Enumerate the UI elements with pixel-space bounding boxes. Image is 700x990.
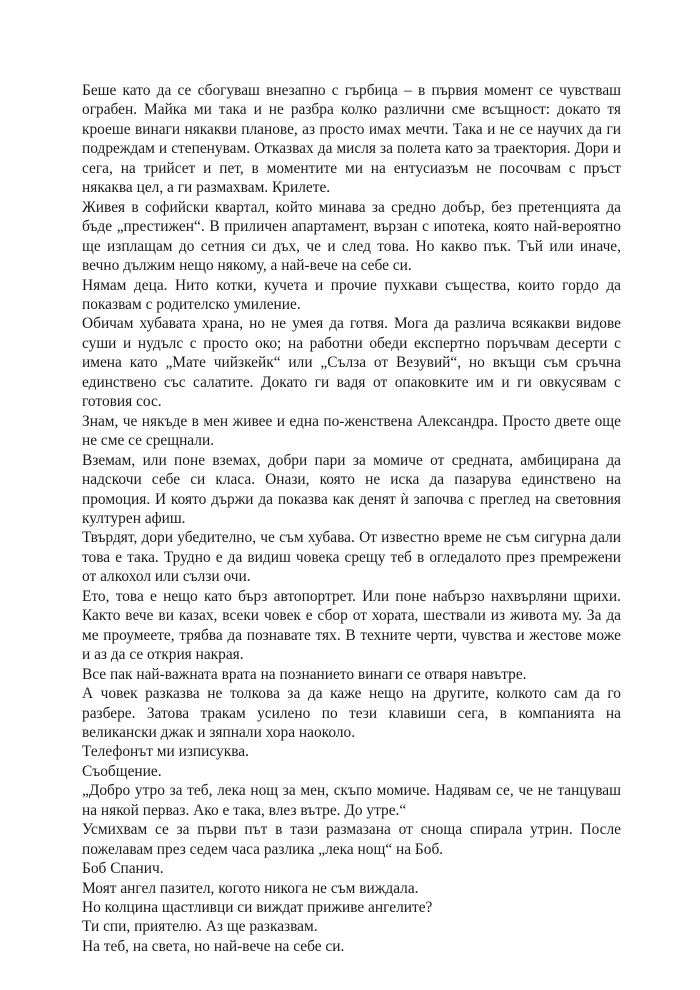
- paragraph: Съобщение.: [82, 762, 162, 780]
- document-body: [82, 81, 621, 956]
- paragraph: Знам, че някъде в мен живее и една по-женствена Александра. Просто двете още не сме се срещнали.: [82, 412, 621, 450]
- paragraph: Боб Спанич.: [82, 860, 164, 878]
- paragraph: Но колцина щастливци си виждат приживе ангелите?: [82, 899, 433, 917]
- paragraph: Все пак най-важната врата на познанието винаги се отваря навътре.: [82, 665, 527, 683]
- paragraph: Твърдят, дори убедително, че съм хубава. От известно време не съм сигурна дали това е така. Трудно е да видиш човека срещу теб в огледалото през премрежени от алкохол или сълзи очи.: [82, 529, 621, 586]
- paragraph: На теб, на света, но най-вече на себе си.: [82, 937, 345, 955]
- paragraph: Обичам хубавата храна, но не умея да готвя. Мога да различа всякакви видове суши и нудълс с просто око; на работни обеди експертно поръчвам десерти с имена като „Мате чийзкейк“ или „Сълза от Везувий“, но вкъщи съм сръчна единствено със салатите. Докато ги вадя от опаковките им и ги овкусявам с готовия сос.: [82, 315, 621, 411]
- paragraph: Ето, това е нещо като бърз автопортрет. Или поне набързо нахвърляни щрихи. Както вече ви казах, всеки човек е сбор от хората, шествали из живота му. За да ме проумеете, трябва да познавате тях. В техните черти, чувства и жестове може и аз да се открия накрая.: [82, 587, 621, 664]
- paragraph: „Добро утро за теб, лека нощ за мен, скъпо момиче. Надявам се, че не танцуваш на някой перваз. Ако е така, влез вътре. До утре.“: [82, 782, 621, 819]
- paragraph: Живея в софийски квартал, който минава за средно добър, без претенцията да бъде „престижен“. В приличен апартамент, вързан с ипотека, която най-вероятно ще изплащам до сетния си дъх, че и след това. Но какво пък. Тъй или иначе, вечно дължим нещо някому, а най-вече на себе си.: [82, 198, 621, 275]
- paragraph: Телефонът ми изписуква.: [82, 743, 249, 761]
- paragraph: Ти спи, приятелю. Аз ще разказвам.: [82, 918, 318, 936]
- paragraph: Моят ангел пазител, когото никога не съм виждала.: [82, 879, 419, 897]
- paragraph: Нямам деца. Нито котки, кучета и прочие пухкави същества, които гордо да показвам с родителско умиление.: [82, 276, 621, 313]
- paragraph: Беше като да се сбогуваш внезапно с гърбица – в първия момент се чувстваш ограбен. Майка ми така и не разбра колко различни сме всъщност: докато тя кроеше винаги някакви планове, аз просто имах мечти. Така и не се научих да ги подреждам и степенувам. Отказвах да мисля за полета като за траектория. Дори и сега, на трийсет и пет, в моментите ми на ентусиазъм не посочвам с пръст някаква цел, а ги размахвам. Крилете.: [82, 82, 621, 197]
- paragraph: Усмихвам се за първи път в тази размазана от сноща спирала утрин. После пожелавам през седем часа разлика „лека нощ“ на Боб.: [82, 821, 621, 858]
- paragraph: А човек разказва не толкова за да каже нещо на другите, колкото сам да го разбере. Затова тракам усилено по тези клавиши сега, в компанията на великански джак и зяпнали хора наоколо.: [82, 685, 621, 741]
- paragraph: Вземам, или поне вземах, добри пари за момиче от средната, амбицирана да надскочи себе си класа. Онази, която не иска да пазарува единствено на промоция. И която държи да показва как денят ѝ започва с преглед на световния културен афиш.: [82, 451, 621, 527]
